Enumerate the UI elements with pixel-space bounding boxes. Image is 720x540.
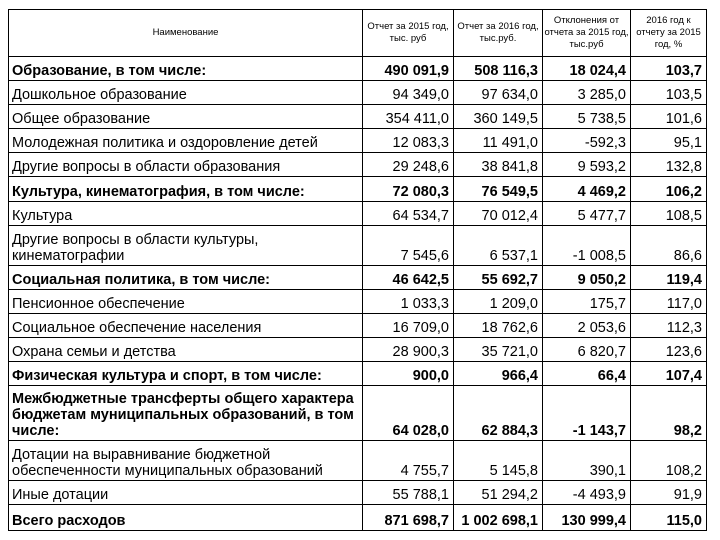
value-2016: 11 491,0 [454,129,543,153]
value-deviation: -592,3 [543,129,631,153]
row-name: Охрана семьи и детства [9,337,363,361]
table-row [9,265,707,289]
header-ratio: 2016 год к отчету за 2015 год, % [631,10,707,57]
table-row [9,225,707,265]
value-2015: 55 788,1 [363,481,454,505]
table-row [9,289,707,313]
value-ratio: 123,6 [631,337,707,361]
row-name: Дошкольное образование [9,81,363,105]
value-2015: 354 411,0 [363,105,454,129]
value-2016: 70 012,4 [454,201,543,225]
value-2016: 6 537,1 [454,225,543,265]
row-name: Другие вопросы в области культуры, кинематографии [9,225,363,265]
value-2016: 1 002 698,1 [454,505,543,531]
value-deviation: 18 024,4 [543,57,631,81]
value-ratio: 106,2 [631,177,707,201]
value-2016: 360 149,5 [454,105,543,129]
row-name: Образование, в том числе: [9,57,363,81]
value-ratio: 117,0 [631,289,707,313]
value-2016: 76 549,5 [454,177,543,201]
value-2015: 12 083,3 [363,129,454,153]
value-ratio: 115,0 [631,505,707,531]
value-ratio: 103,5 [631,81,707,105]
value-2016: 5 145,8 [454,441,543,481]
value-ratio: 108,2 [631,441,707,481]
value-2016: 97 634,0 [454,81,543,105]
value-deviation: 130 999,4 [543,505,631,531]
value-deviation: -1 008,5 [543,225,631,265]
table-row [9,105,707,129]
table-row [9,153,707,177]
value-ratio: 103,7 [631,57,707,81]
value-ratio: 98,2 [631,386,707,441]
value-ratio: 119,4 [631,265,707,289]
row-name: Общее образование [9,105,363,129]
value-deviation: 5 477,7 [543,201,631,225]
header-name: Наименование [9,10,363,57]
row-name: Молодежная политика и оздоровление детей [9,129,363,153]
value-deviation: 9 050,2 [543,265,631,289]
value-2016: 62 884,3 [454,386,543,441]
value-deviation: 66,4 [543,362,631,386]
value-2016: 508 116,3 [454,57,543,81]
value-2015: 94 349,0 [363,81,454,105]
value-2015: 490 091,9 [363,57,454,81]
value-ratio: 107,4 [631,362,707,386]
row-name: Дотации на выравнивание бюджетной обеспеченности муниципальных образований [9,441,363,481]
row-name: Межбюджетные трансферты общего характера бюджетам муниципальных образований, в том числе: [9,386,363,441]
value-ratio: 112,3 [631,313,707,337]
header-deviation: Отклонения от отчета за 2015 год, тыс.руб [543,10,631,57]
value-2015: 72 080,3 [363,177,454,201]
value-deviation: 2 053,6 [543,313,631,337]
row-name: Социальное обеспечение населения [9,313,363,337]
value-deviation: 9 593,2 [543,153,631,177]
row-name: Иные дотации [9,481,363,505]
table-row [9,337,707,361]
value-2015: 900,0 [363,362,454,386]
value-2016: 18 762,6 [454,313,543,337]
value-deviation: -1 143,7 [543,386,631,441]
row-name: Всего расходов [9,505,363,531]
value-2015: 1 033,3 [363,289,454,313]
value-deviation: 3 285,0 [543,81,631,105]
table-row [9,386,707,441]
value-ratio: 132,8 [631,153,707,177]
value-2016: 51 294,2 [454,481,543,505]
value-ratio: 91,9 [631,481,707,505]
value-2015: 4 755,7 [363,441,454,481]
table-row [9,57,707,81]
table-row [9,201,707,225]
value-2015: 871 698,7 [363,505,454,531]
value-2015: 28 900,3 [363,337,454,361]
value-2016: 966,4 [454,362,543,386]
value-deviation: -4 493,9 [543,481,631,505]
value-2015: 16 709,0 [363,313,454,337]
row-name: Культура [9,201,363,225]
value-2015: 29 248,6 [363,153,454,177]
value-ratio: 95,1 [631,129,707,153]
table-row [9,313,707,337]
value-2015: 46 642,5 [363,265,454,289]
value-deviation: 5 738,5 [543,105,631,129]
value-ratio: 86,6 [631,225,707,265]
value-deviation: 390,1 [543,441,631,481]
budget-table [8,9,707,531]
row-name: Другие вопросы в области образования [9,153,363,177]
value-2015: 64 028,0 [363,386,454,441]
value-deviation: 175,7 [543,289,631,313]
header-row [9,10,707,57]
row-name: Культура, кинематография, в том числе: [9,177,363,201]
header-report-2016: Отчет за 2016 год, тыс.руб. [454,10,543,57]
row-name: Социальная политика, в том числе: [9,265,363,289]
value-deviation: 6 820,7 [543,337,631,361]
table-row [9,481,707,505]
value-2016: 38 841,8 [454,153,543,177]
row-name: Физическая культура и спорт, в том числе: [9,362,363,386]
value-2016: 35 721,0 [454,337,543,361]
value-2016: 1 209,0 [454,289,543,313]
row-name: Пенсионное обеспечение [9,289,363,313]
header-report-2015: Отчет за 2015 год, тыс. руб [363,10,454,57]
table-row [9,81,707,105]
value-deviation: 4 469,2 [543,177,631,201]
total-row [9,505,707,531]
table-row [9,177,707,201]
value-2015: 64 534,7 [363,201,454,225]
table-row [9,362,707,386]
value-2016: 55 692,7 [454,265,543,289]
table-row [9,129,707,153]
value-2015: 7 545,6 [363,225,454,265]
value-ratio: 101,6 [631,105,707,129]
value-ratio: 108,5 [631,201,707,225]
table-row [9,441,707,481]
